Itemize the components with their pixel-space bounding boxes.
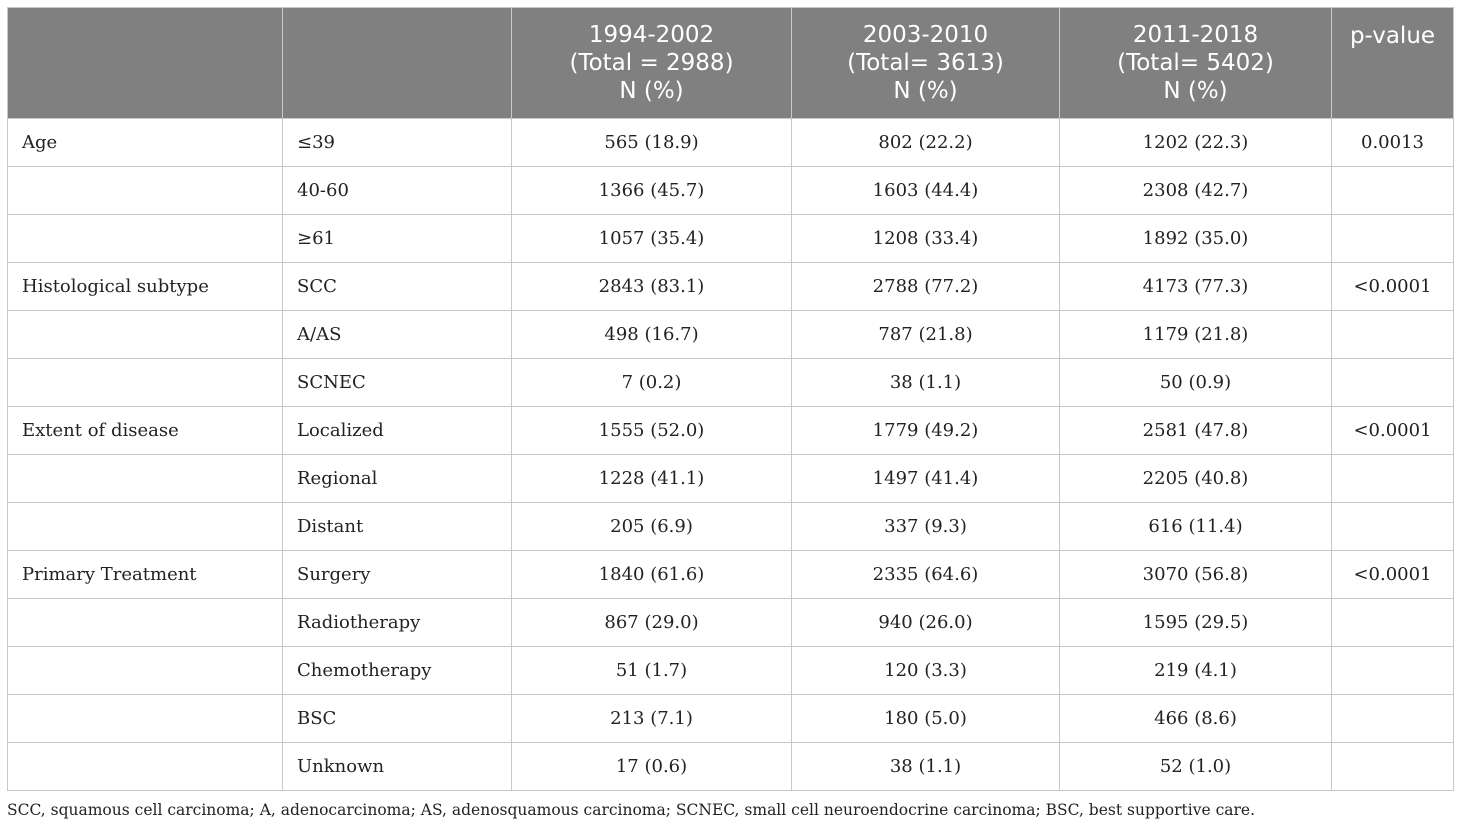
row-category-cell: SCNEC (283, 359, 512, 407)
row-category-cell: Unknown (283, 743, 512, 791)
header-p-value: p-value (1332, 8, 1454, 119)
row-period-2003-2010-cell: 38 (1.1) (792, 359, 1060, 407)
row-period-1994-2002-cell: 1228 (41.1) (512, 455, 792, 503)
row-period-2003-2010-cell: 337 (9.3) (792, 503, 1060, 551)
header-period-unit: N (%) (619, 78, 684, 104)
row-period-2011-2018-cell: 1892 (35.0) (1060, 215, 1332, 263)
row-period-2003-2010-cell: 1497 (41.4) (792, 455, 1060, 503)
row-variable-cell (8, 695, 283, 743)
row-period-2011-2018-cell: 52 (1.0) (1060, 743, 1332, 791)
row-period-1994-2002-cell: 1366 (45.7) (512, 167, 792, 215)
header-variable (8, 8, 283, 119)
row-category-cell: SCC (283, 263, 512, 311)
row-period-2003-2010-cell: 1779 (49.2) (792, 407, 1060, 455)
header-period-total: (Total = 2988) (569, 50, 734, 76)
row-category-cell: BSC (283, 695, 512, 743)
row-p-value-cell: <0.0001 (1332, 263, 1454, 311)
row-p-value-cell: <0.0001 (1332, 407, 1454, 455)
row-period-1994-2002-cell: 213 (7.1) (512, 695, 792, 743)
header-period-total: (Total= 5402) (1117, 50, 1274, 76)
header-period-unit: N (%) (1163, 78, 1228, 104)
row-variable-cell (8, 359, 283, 407)
row-period-2003-2010-cell: 787 (21.8) (792, 311, 1060, 359)
header-period-range: 2003-2010 (862, 22, 989, 48)
row-variable-cell (8, 647, 283, 695)
row-variable-cell (8, 503, 283, 551)
table-row (8, 407, 1454, 455)
header-category (283, 8, 512, 119)
row-p-value-cell (1332, 743, 1454, 791)
table-row (8, 647, 1454, 695)
row-period-2003-2010-cell: 2788 (77.2) (792, 263, 1060, 311)
row-category-cell: ≥61 (283, 215, 512, 263)
row-period-2003-2010-cell: 1208 (33.4) (792, 215, 1060, 263)
row-period-1994-2002-cell: 1057 (35.4) (512, 215, 792, 263)
table-row (8, 263, 1454, 311)
row-period-2011-2018-cell: 219 (4.1) (1060, 647, 1332, 695)
row-variable-cell (8, 167, 283, 215)
row-p-value-cell (1332, 695, 1454, 743)
row-period-2011-2018-cell: 2205 (40.8) (1060, 455, 1332, 503)
row-period-2011-2018-cell: 3070 (56.8) (1060, 551, 1332, 599)
row-category-cell: A/AS (283, 311, 512, 359)
row-category-cell: Radiotherapy (283, 599, 512, 647)
table-row (8, 455, 1454, 503)
row-period-2003-2010-cell: 38 (1.1) (792, 743, 1060, 791)
table-body (8, 119, 1454, 791)
row-variable-cell (8, 215, 283, 263)
data-table-container (7, 7, 1453, 791)
row-p-value-cell (1332, 503, 1454, 551)
row-p-value-cell (1332, 455, 1454, 503)
row-category-cell: Surgery (283, 551, 512, 599)
row-p-value-cell (1332, 599, 1454, 647)
table-row (8, 119, 1454, 167)
row-variable-cell: Histological subtype (8, 263, 283, 311)
row-period-2003-2010-cell: 940 (26.0) (792, 599, 1060, 647)
row-period-2011-2018-cell: 1179 (21.8) (1060, 311, 1332, 359)
row-period-1994-2002-cell: 2843 (83.1) (512, 263, 792, 311)
header-row (8, 8, 1454, 119)
row-period-1994-2002-cell: 17 (0.6) (512, 743, 792, 791)
header-period-2003-2010 (792, 8, 1060, 119)
row-category-cell: Distant (283, 503, 512, 551)
row-period-1994-2002-cell: 1555 (52.0) (512, 407, 792, 455)
row-variable-cell (8, 599, 283, 647)
row-period-2011-2018-cell: 616 (11.4) (1060, 503, 1332, 551)
row-period-2003-2010-cell: 120 (3.3) (792, 647, 1060, 695)
row-category-cell: ≤39 (283, 119, 512, 167)
header-period-total: (Total= 3613) (847, 50, 1004, 76)
row-period-2003-2010-cell: 2335 (64.6) (792, 551, 1060, 599)
table-row (8, 503, 1454, 551)
table-row (8, 599, 1454, 647)
row-p-value-cell (1332, 359, 1454, 407)
row-p-value-cell (1332, 167, 1454, 215)
table-row (8, 359, 1454, 407)
row-period-2003-2010-cell: 1603 (44.4) (792, 167, 1060, 215)
header-period-2011-2018 (1060, 8, 1332, 119)
row-period-2011-2018-cell: 1202 (22.3) (1060, 119, 1332, 167)
row-variable-cell: Extent of disease (8, 407, 283, 455)
header-period-1994-2002 (512, 8, 792, 119)
row-period-2011-2018-cell: 1595 (29.5) (1060, 599, 1332, 647)
header-period-range: 2011-2018 (1132, 22, 1259, 48)
row-period-2003-2010-cell: 802 (22.2) (792, 119, 1060, 167)
row-category-cell: Regional (283, 455, 512, 503)
header-period-range: 1994-2002 (588, 22, 715, 48)
row-variable-cell: Age (8, 119, 283, 167)
row-period-1994-2002-cell: 498 (16.7) (512, 311, 792, 359)
row-p-value-cell (1332, 311, 1454, 359)
row-period-1994-2002-cell: 205 (6.9) (512, 503, 792, 551)
row-period-1994-2002-cell: 51 (1.7) (512, 647, 792, 695)
row-period-1994-2002-cell: 7 (0.2) (512, 359, 792, 407)
row-variable-cell (8, 311, 283, 359)
row-category-cell: 40-60 (283, 167, 512, 215)
row-period-2011-2018-cell: 466 (8.6) (1060, 695, 1332, 743)
row-p-value-cell: 0.0013 (1332, 119, 1454, 167)
table-footnote: SCC, squamous cell carcinoma; A, adenocarcinoma; AS, adenosquamous carcinoma; SCNEC, small cell neuroendocrine carcinoma; BSC, best supportive care. (7, 801, 1256, 819)
table-row (8, 167, 1454, 215)
row-period-2011-2018-cell: 2308 (42.7) (1060, 167, 1332, 215)
row-period-1994-2002-cell: 1840 (61.6) (512, 551, 792, 599)
row-period-2011-2018-cell: 2581 (47.8) (1060, 407, 1332, 455)
table-row (8, 743, 1454, 791)
table-row (8, 311, 1454, 359)
header-period-unit: N (%) (893, 78, 958, 104)
row-variable-cell (8, 455, 283, 503)
row-period-2003-2010-cell: 180 (5.0) (792, 695, 1060, 743)
table-row (8, 695, 1454, 743)
table-row (8, 551, 1454, 599)
row-period-2011-2018-cell: 4173 (77.3) (1060, 263, 1332, 311)
row-p-value-cell (1332, 215, 1454, 263)
row-category-cell: Chemotherapy (283, 647, 512, 695)
data-table (7, 7, 1454, 791)
table-row (8, 215, 1454, 263)
row-category-cell: Localized (283, 407, 512, 455)
row-period-1994-2002-cell: 565 (18.9) (512, 119, 792, 167)
row-p-value-cell: <0.0001 (1332, 551, 1454, 599)
row-variable-cell: Primary Treatment (8, 551, 283, 599)
row-p-value-cell (1332, 647, 1454, 695)
row-variable-cell (8, 743, 283, 791)
row-period-2011-2018-cell: 50 (0.9) (1060, 359, 1332, 407)
table-header (8, 8, 1454, 119)
row-period-1994-2002-cell: 867 (29.0) (512, 599, 792, 647)
